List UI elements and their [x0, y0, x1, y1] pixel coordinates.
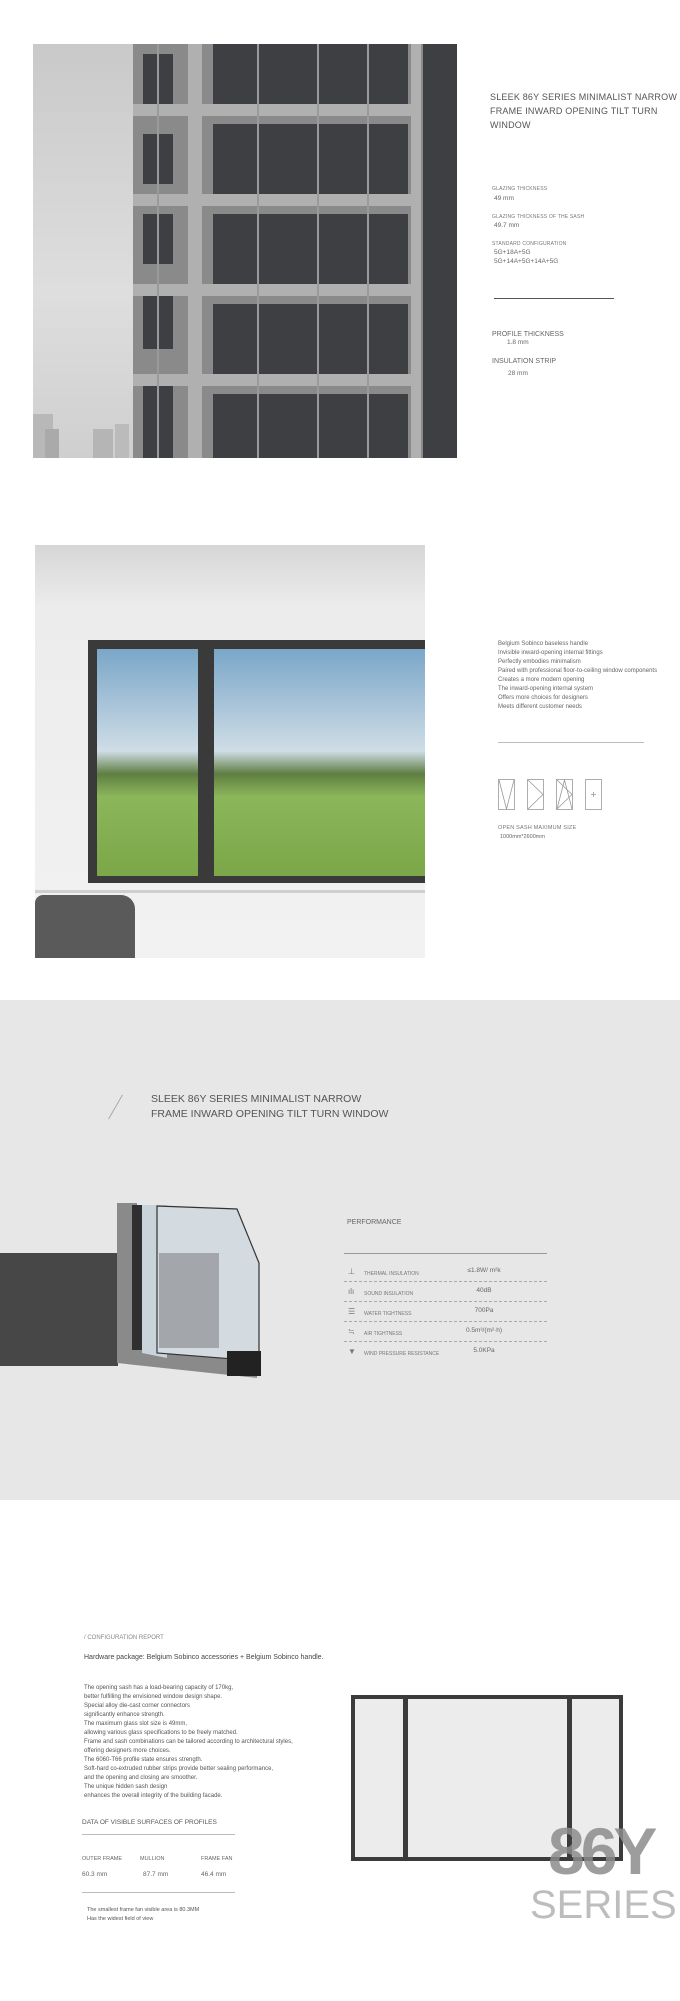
- performance-row: ≒ AIR TIGHTNESS 0.5m³/(m²·h): [344, 1322, 547, 1342]
- insulation-strip-label: INSULATION STRIP: [492, 358, 557, 365]
- spec-value: 5G+14A+5G+14A+5G: [494, 258, 559, 265]
- feature-item: The inward-opening internal system: [498, 686, 594, 692]
- paragraph-line: The maximum glass slot size is 49mm,: [84, 1721, 188, 1727]
- feature-item: Offers more choices for designers: [498, 695, 588, 701]
- paragraph-line: allowing various glass specifications to be freely matched.: [84, 1730, 238, 1736]
- col-frame-fan: FRAME FAN 46.4 mm: [201, 1856, 233, 1878]
- series-logo-text: SERIES: [530, 1883, 677, 1927]
- wind-icon: ▼: [348, 1347, 356, 1356]
- tilt-icon: [499, 780, 515, 810]
- product-title-line1: SLEEK 86Y SERIES MINIMALIST NARROW: [490, 92, 678, 102]
- spec-label: STANDARD CONFIGURATION: [492, 241, 567, 247]
- interior-window-photo: [35, 545, 425, 958]
- paragraph-line: better fulfilling the envisioned window design shape.: [84, 1694, 223, 1700]
- performance-row: ⊥ THERMAL INSULATION ≤1.8W/ m²k: [344, 1262, 547, 1282]
- divider: [344, 1253, 547, 1254]
- building-photo: [33, 44, 457, 458]
- paragraph-line: enhances the overall integrity of the building facade.: [84, 1793, 223, 1799]
- turn-icon: [528, 780, 544, 810]
- spec-value: 49.7 mm: [494, 222, 520, 229]
- divider: [498, 742, 644, 743]
- footer-note: The smallest frame fan visible area is 80.3MM: [87, 1907, 200, 1913]
- insulation-strip-value: 28 mm: [508, 370, 528, 377]
- performance-section: [0, 1000, 680, 1500]
- performance-row: ▼ WIND PRESSURE RESISTANCE 5.0KPa: [348, 1347, 495, 1357]
- feature-item: Perfectly embodies minimalism: [498, 659, 581, 665]
- paragraph-line: significantly enhance strength.: [84, 1712, 165, 1718]
- hardware-package: Hardware package: Belgium Sobinco accessories + Belgium Sobinco handle.: [84, 1654, 324, 1661]
- spec-value: 49 mm: [494, 195, 514, 202]
- open-sash-label: OPEN SASH MAXIMUM SIZE: [498, 825, 577, 831]
- tilt-turn-icon: [557, 780, 573, 810]
- series-logo-number: 86Y: [548, 1814, 654, 1888]
- paragraph-line: Soft-hard co-extruded rubber strips provide better sealing performance,: [84, 1766, 274, 1772]
- performance-row: ılı SOUND INSULATION 40dB: [344, 1282, 547, 1302]
- performance-title: PERFORMANCE: [347, 1219, 402, 1226]
- opening-type-icons: [498, 779, 608, 811]
- section-title-line2: FRAME INWARD OPENING TILT TURN WINDOW: [151, 1108, 389, 1120]
- spec-value: 5G+18A+5G: [494, 249, 531, 256]
- profile-thickness-label: PROFILE THICKNESS: [492, 331, 564, 338]
- feature-item: Invisible inward-opening internal fittings: [498, 650, 603, 656]
- feature-item: Creates a more modern opening: [498, 677, 585, 683]
- col-outer-frame: OUTER FRAME 60.3 mm: [82, 1856, 123, 1878]
- section-kicker: / CONFIGURATION REPORT: [84, 1635, 164, 1641]
- divider: [82, 1834, 235, 1835]
- open-sash-value: 1000mm*2600mm: [500, 834, 545, 840]
- description-paragraph: [84, 1684, 293, 1801]
- paragraph-line: offering designers more choices.: [84, 1748, 171, 1754]
- dark-backdrop: [0, 1253, 118, 1366]
- feature-item: Paired with professional floor-to-ceiling window components: [498, 668, 658, 674]
- thermometer-icon: ⊥: [348, 1267, 355, 1276]
- water-icon: ☰: [348, 1307, 356, 1316]
- paragraph-line: and the opening and closing are smoother.: [84, 1775, 198, 1781]
- spec-label: GLAZING THICKNESS OF THE SASH: [492, 214, 585, 220]
- col-mullion: MULLION 87.7 mm: [140, 1856, 169, 1878]
- paragraph-line: Frame and sash combinations can be tailored according to architectural styles,: [84, 1739, 293, 1745]
- paragraph-line: Special alloy die-cast corner connectors: [84, 1703, 191, 1709]
- footer-note: Has the widest field of view: [87, 1916, 154, 1922]
- feature-item: Meets different customer needs: [498, 704, 582, 710]
- data-title: DATA OF VISIBLE SURFACES OF PROFILES: [82, 1819, 217, 1826]
- divider: [82, 1892, 235, 1893]
- section-title-line1: SLEEK 86Y SERIES MINIMALIST NARROW: [151, 1093, 362, 1105]
- product-title-line2: FRAME INWARD OPENING TILT TURN WINDOW: [490, 106, 658, 130]
- paragraph-line: The opening sash has a load-bearing capacity of 170kg,: [84, 1685, 234, 1691]
- profile-cross-section: [117, 1203, 262, 1378]
- paragraph-line: The 6060-T66 profile state ensures strength.: [84, 1757, 203, 1763]
- profile-thickness-value: 1.8 mm: [507, 339, 529, 346]
- feature-item: Belgium Sobinco baseless handle: [498, 641, 589, 647]
- spec-label: GLAZING THICKNESS: [492, 186, 548, 192]
- air-icon: ≒: [348, 1327, 355, 1336]
- performance-row: ☰ WATER TIGHTNESS 700Pa: [344, 1302, 547, 1322]
- divider: [494, 298, 614, 299]
- sound-wave-icon: ılı: [348, 1287, 355, 1296]
- paragraph-line: The unique hidden sash design: [84, 1784, 168, 1790]
